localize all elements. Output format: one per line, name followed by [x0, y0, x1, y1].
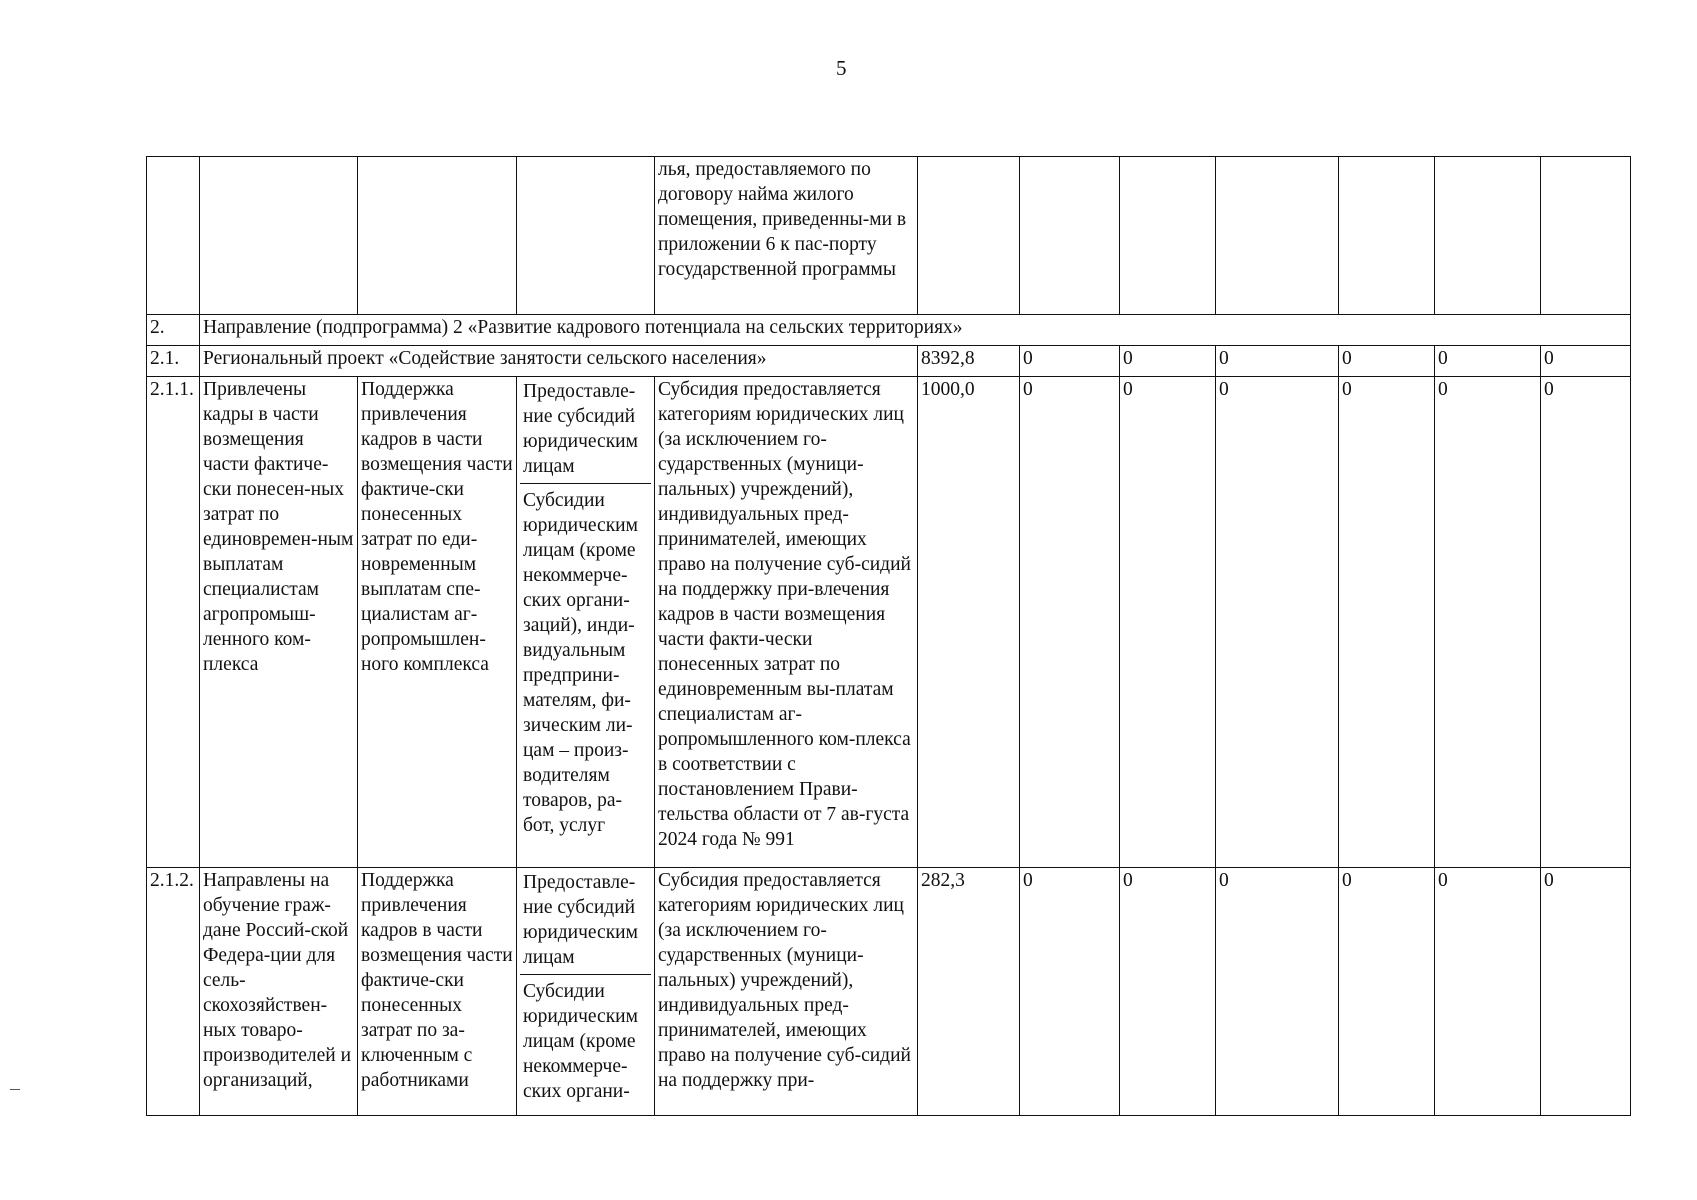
- margin-mark: [10, 1089, 20, 1090]
- row-number: 2.1.1.: [147, 377, 200, 868]
- result-cell: Привлечены кадры в части возмещения части фактиче-ски понесен-ных затрат по единовремен-ным выплатам специалистам агропромыш-ленного ком-плекса: [200, 377, 358, 868]
- value-cell: 0: [1435, 346, 1541, 377]
- cell-empty: [1339, 157, 1435, 315]
- row-number: 2.1.2.: [147, 868, 200, 1116]
- cell-empty: [1020, 157, 1120, 315]
- value-cell: 1000,0: [918, 377, 1020, 868]
- measure-cell: [358, 868, 517, 1116]
- value-cell: 0: [1120, 346, 1216, 377]
- value-cell: 0: [1120, 377, 1216, 868]
- project-number: 2.1.: [147, 346, 200, 377]
- type-top: Предоставле-ние субсидий юридическим лицам: [520, 377, 651, 484]
- measure-text: Поддержка привлечения кадров в части возмещения части фактиче-ски понесенных затрат по за-ключенным с работниками: [361, 870, 513, 1091]
- description-text: Субсидия предоставляется категориям юридических лиц (за исключением го-сударственных (муници-пальных) учреждений), индивидуальных пред-принимателей, имеющих право на получение суб-сидий на поддержку при-: [658, 870, 911, 1091]
- value-cell: 0: [1541, 868, 1631, 1116]
- type-bottom: Субсидии юридическим лицам (кроме некоммерче-ских органи-заций), инди-видуальным предприни-мателям, фи-зическим ли-цам – произ-водителям товаров, ра-бот, услуг: [523, 490, 638, 836]
- value-cell: 0: [1020, 346, 1120, 377]
- description-cell: Субсидия предоставляется категориям юридических лиц (за исключением го-сударственных (муници-пальных) учреждений), индивидуальных пред-принимателей, имеющих право на получение суб-сидий на поддержку при-влечения кадров в части возмещения части факти-чески понесенных затрат по единовременным вы-платам специалистам аг-ропромышленного ком-плекса в соответствии с постановлением Прави-тельства области от 7 ав-густа 2024 года № 991: [655, 377, 918, 868]
- type-cell: [517, 377, 655, 868]
- result-text: Направлены на обучение граж-дане Россий-ской Федера-ции для сель-скохозяйствен-ных товаро-производителей и организаций,: [203, 870, 352, 1091]
- section-number: 2.: [147, 315, 200, 346]
- cell-empty: [517, 157, 655, 315]
- continuation-description: лья, предоставляемого по договору найма жилого помещения, приведенны-ми в приложении 6 к пас-порту государственной программы: [655, 157, 918, 315]
- project-title: Региональный проект «Содействие занятости сельского населения»: [200, 346, 918, 377]
- cell-empty: [918, 157, 1020, 315]
- value-cell: 0: [1541, 377, 1631, 868]
- cell-empty: [358, 157, 517, 315]
- section-row: [147, 315, 1631, 346]
- table-row: [147, 377, 1631, 868]
- value-cell: 0: [1020, 377, 1120, 868]
- project-row: [147, 346, 1631, 377]
- value-cell: 0: [1216, 377, 1339, 868]
- type-top: Предоставле-ние субсидий юридическим лицам: [520, 868, 651, 975]
- cell-empty: [1216, 157, 1339, 315]
- type-cell: [517, 868, 655, 1116]
- value-cell: 0: [1435, 868, 1541, 1116]
- table-row: [147, 868, 1631, 1116]
- value-cell: 0: [1339, 868, 1435, 1116]
- value-cell: 0: [1541, 346, 1631, 377]
- value-cell: 0: [1216, 346, 1339, 377]
- cell-empty: [1435, 157, 1541, 315]
- value-cell: 8392,8: [918, 346, 1020, 377]
- cell-empty: [1120, 157, 1216, 315]
- program-table: [146, 156, 1631, 1116]
- result-cell: [200, 868, 358, 1116]
- value-cell: 0: [1339, 346, 1435, 377]
- value-cell: 0: [1120, 868, 1216, 1116]
- value-cell: 0: [1339, 377, 1435, 868]
- type-bottom: Субсидии юридическим лицам (кроме некоммерче-ских органи-: [523, 981, 638, 1102]
- page-number: 5: [836, 56, 847, 80]
- cell-empty: [147, 157, 200, 315]
- value-cell: 0: [1435, 377, 1541, 868]
- cell-empty: [200, 157, 358, 315]
- value-cell: 0: [1216, 868, 1339, 1116]
- continuation-row: [147, 157, 1631, 315]
- value-cell: 0: [1020, 868, 1120, 1116]
- measure-cell: Поддержка привлечения кадров в части возмещения части фактиче-ски понесенных затрат по еди-новременным выплатам спе-циалистам аг-ропромышлен-ного комплекса: [358, 377, 517, 868]
- description-cell: [655, 868, 918, 1116]
- value-cell: 282,3: [918, 868, 1020, 1116]
- cell-empty: [1541, 157, 1631, 315]
- section-title: Направление (подпрограмма) 2 «Развитие кадрового потенциала на сельских территориях»: [200, 315, 1631, 346]
